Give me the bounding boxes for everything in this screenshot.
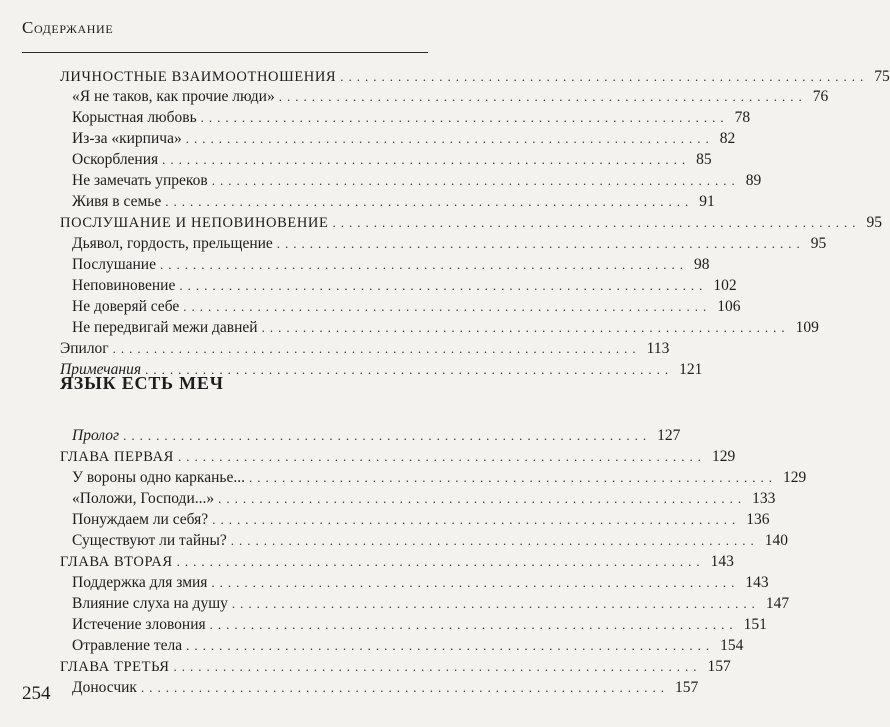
toc-entry-page: 129 [782,469,807,486]
toc-entry-title: Живя в семье [72,193,162,210]
toc-entry [60,338,670,360]
toc-leader-dots: ................................................................ [173,659,702,674]
toc-entry [72,425,681,447]
toc-entry [60,446,736,468]
toc-entry-title: Оскорбления [72,151,159,168]
toc-entry-page: 113 [646,340,670,357]
toc-leader-dots: ................................................................ [278,89,807,104]
toc-entry [72,107,751,129]
section-heading: ЯЗЫК ЕСТЬ МЕЧ [60,373,224,393]
toc-leader-dots: ................................................................ [231,596,760,611]
toc-entry-title: Истечение зловония [72,616,206,633]
toc-entry-page: 133 [752,490,776,507]
toc-leader-dots: ................................................................ [211,575,740,590]
toc-entry-page: 95 [810,235,827,252]
toc-entry [60,551,734,573]
toc-entry [72,254,710,276]
toc-entry-page: 76 [812,88,829,105]
toc-entry-title: Пролог [72,427,120,444]
toc-entry-title: ГЛАВА ПЕРВАЯ [60,449,174,465]
toc-leader-dots: ................................................................ [112,341,641,356]
toc-leader-dots: ................................................................ [332,215,861,230]
toc-entry [60,656,731,678]
toc-entry-page: 109 [795,319,819,336]
toc-entry-title: Поддержка для змия [72,574,208,591]
toc-entry [72,149,712,171]
toc-leader-dots: ................................................................ [177,449,706,464]
toc-entry-page: 157 [674,679,699,696]
toc-entry [72,191,715,213]
toc-entry-title: Влияние слуха на душу [72,595,228,612]
toc-entry-title: Понуждаем ли себя? [72,511,209,528]
toc-entry-title: Существуют ли тайны? [72,532,227,549]
toc-entry-page: 147 [765,595,790,612]
toc-leader-dots: ................................................................ [230,533,759,548]
toc-leader-dots: ................................................................ [185,131,714,146]
toc-entry [72,614,767,636]
toc-entry-title: Из-за «кирпича» [72,130,182,147]
toc-entry-title: Послушание [72,256,156,273]
toc-entry [72,593,790,615]
toc-leader-dots: ................................................................ [218,491,747,506]
toc-entry-page: 75 [874,68,890,85]
toc-entry-title: ПОСЛУШАНИЕ И НЕПОВИНОВЕНИЕ [60,215,329,231]
running-head: Содержание [22,18,114,37]
toc-entry [72,467,807,489]
toc-entry-page: 143 [710,553,734,570]
toc-entry-page: 121 [679,361,703,378]
toc-entry-page: 78 [734,109,751,126]
toc-entry [72,296,741,318]
toc-entry-page: 85 [696,151,712,168]
toc-entry-title: ГЛАВА ТРЕТЬЯ [60,659,170,675]
toc-entry-title: Не передвигай межи давней [72,319,258,336]
toc-entry [72,128,736,150]
toc-entry-page: 129 [711,448,736,465]
toc-entry-page: 143 [745,574,769,591]
toc-leader-dots: ................................................................ [183,299,712,314]
toc-entry-title: У вороны одно карканье... [72,469,245,486]
toc-entry-page: 157 [707,658,731,675]
toc-leader-dots: ................................................................ [159,257,688,272]
toc-entry-title: Дьявол, гордость, прельщение [72,235,273,252]
toc-entry [60,212,882,234]
toc-entry [72,572,769,594]
toc-entry-title: Эпилог [60,340,109,357]
toc-entry [72,530,789,552]
toc-entry-page: 98 [693,256,710,273]
page-number: 254 [22,683,51,704]
toc-entry-page: 102 [713,277,737,294]
toc-entry-page: 91 [699,193,715,210]
toc-entry-page: 89 [745,172,762,189]
toc-entry-page: 140 [764,532,789,549]
toc-entry-title: ГЛАВА ВТОРАЯ [60,554,173,570]
toc-leader-dots: ................................................................ [123,428,652,443]
toc-leader-dots: ................................................................ [145,362,674,377]
toc-entry [72,170,762,192]
toc-entry-page: 95 [866,214,882,231]
toc-leader-dots: ................................................................ [276,236,805,251]
toc-entry-title: Отравление тела [72,637,183,654]
toc-entry-title: Не доверяй себе [72,298,180,315]
toc-entry [72,317,819,339]
toc-entry-page: 136 [746,511,770,528]
toc-entry-title: Примечания [60,361,142,378]
toc-entry-title: ЛИЧНОСТНЫЕ ВЗАИМООТНОШЕНИЯ [60,69,337,85]
toc-entry-page: 82 [719,130,736,147]
toc-leader-dots: ................................................................ [248,470,777,485]
toc-entry [72,233,827,255]
toc-entry [72,635,744,657]
toc-entry-title: Не замечать упреков [72,172,208,189]
toc-entry [72,86,829,108]
toc-entry [72,509,770,531]
toc-leader-dots: ................................................................ [209,617,738,632]
toc-leader-dots: ................................................................ [176,554,705,569]
toc-entry-page: 151 [743,616,767,633]
toc-leader-dots: ................................................................ [140,680,669,695]
toc-entry-title: «Положи, Господи...» [72,490,215,507]
toc-leader-dots: ................................................................ [162,152,691,167]
toc-entry-page: 127 [657,427,681,444]
toc-entry-page: 106 [717,298,741,315]
toc-entry [72,677,699,699]
toc-leader-dots: ................................................................ [340,69,869,84]
toc-entry [60,66,890,88]
toc-entry-page: 154 [720,637,744,654]
toc-leader-dots: ................................................................ [261,320,790,335]
toc-leader-dots: ................................................................ [211,173,740,188]
toc-entry-title: Доносчик [72,679,137,696]
toc-leader-dots: ................................................................ [212,512,741,527]
toc-leader-dots: ................................................................ [165,194,694,209]
toc-leader-dots: ................................................................ [186,638,715,653]
toc-entry-title: Неповиновение [72,277,176,294]
toc-entry [72,488,776,510]
toc-entry-title: Корыстная любовь [72,109,197,126]
toc-leader-dots: ................................................................ [200,110,729,125]
header-rule [22,52,428,53]
toc-entry [72,275,737,297]
toc-entry-title: «Я не таков, как прочие люди» [72,88,275,105]
toc-leader-dots: ................................................................ [179,278,708,293]
